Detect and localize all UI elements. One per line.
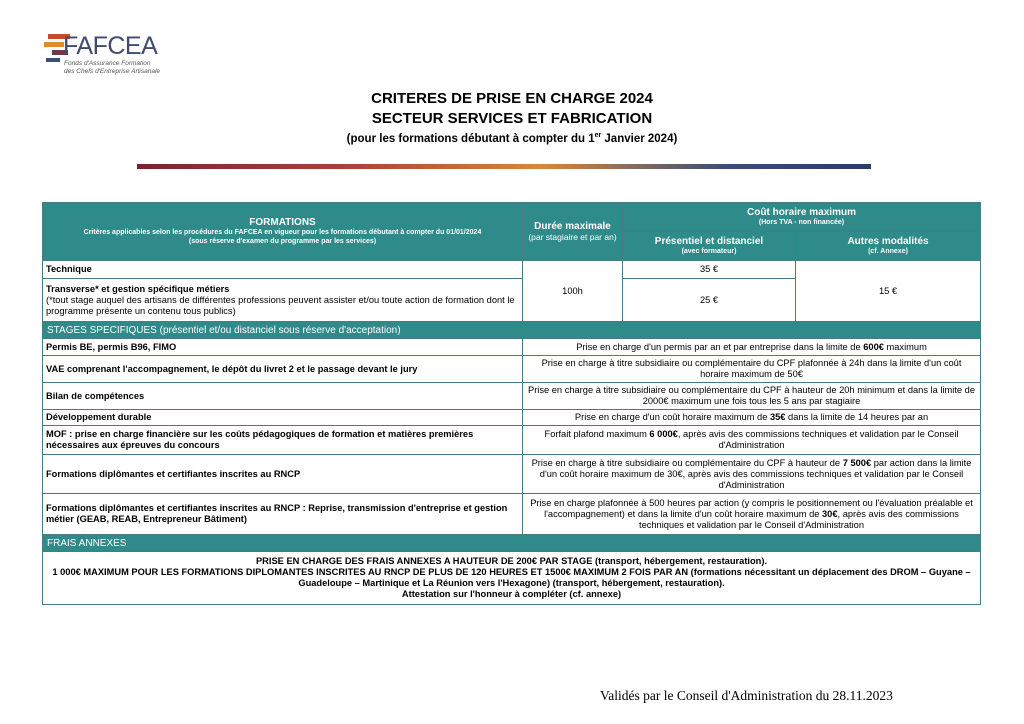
row-label: Technique [43, 261, 523, 279]
row-value: Prise en charge d'un permis par an et par entreprise dans la limite de 600€ maximum [523, 339, 981, 356]
row-label: VAE comprenant l'accompagnement, le dépôt du livret 2 et le passage devant le jury [43, 356, 523, 383]
duree-value: 100h [523, 261, 623, 322]
table-row [43, 339, 981, 356]
logo-subtitle: Fonds d'Assurance Formation des Chefs d'Entreprise Artisanale [64, 60, 161, 75]
header-cout: Coût horaire maximum (Hors TVA - non financée) [623, 203, 981, 232]
page-subtitle: SECTEUR SERVICES ET FABRICATION [371, 110, 653, 127]
header-presentiel: Présentiel et distanciel (avec formateur) [623, 232, 796, 261]
table-row [43, 426, 981, 455]
header-formations: FORMATIONS Critères applicables selon les procédures du FAFCEA en vigueur pour les formations débutant à compter du 01/01/2024 (sous réserve d'examen du programme par les services) [43, 203, 523, 261]
row-label: Bilan de compétences [43, 383, 523, 410]
table-row [43, 356, 981, 383]
row-label: Formations diplômantes et certifiantes inscrites au RNCP : Reprise, transmission d'entreprise et gestion métier (GEAB, REAB, Entrepreneur Bâtiment) [43, 494, 523, 535]
table-row [43, 383, 981, 410]
section-stages-specifiques: STAGES SPECIFIQUES (présentiel et/ou distanciel sous réserve d'acceptation) [43, 322, 981, 339]
criteria-table [42, 202, 981, 605]
header-autres: Autres modalités (cf. Annexe) [796, 232, 981, 261]
row-label: Formations diplômantes et certifiantes inscrites au RNCP [43, 455, 523, 494]
row-value: Prise en charge à titre subsidiaire ou complémentaire du CPF à hauteur de 7 500€ par action dans la limite d'un coût horaire maximum de 30€, après avis des commissions techniques et validation par le Conseil d'Administration [523, 455, 981, 494]
row-value: Prise en charge d'un coût horaire maximum de 35€ dans la limite de 14 heures par an [523, 410, 981, 426]
table-row [43, 552, 981, 605]
row-label: MOF : prise en charge financière sur les coûts pédagogiques de formation et matières premières nécessaires aux épreuves du concours [43, 426, 523, 455]
footer-validation: Validés par le Conseil d'Administration du 28.11.2023 [600, 688, 893, 703]
header-duree: Durée maximale (par stagiaire et par an) [523, 203, 623, 261]
page-subtitle-date: (pour les formations débutant à compter du 1er Janvier 2024) [346, 132, 678, 145]
autres-value: 15 € [796, 261, 981, 322]
logo-name: FAFCEA [63, 32, 158, 60]
page-title: CRITERES DE PRISE EN CHARGE 2024 [371, 90, 653, 107]
row-value: Prise en charge à titre subsidiaire ou complémentaire du CPF à hauteur de 20h minimum et dans la limite de 2000€ maximum une fois tous les 5 ans par stagiaire [523, 383, 981, 410]
row-label: Permis BE, permis B96, FIMO [43, 339, 523, 356]
decorative-bar [137, 164, 871, 169]
row-value: Prise en charge plafonnée à 500 heures par action (y compris le positionnement ou l'évaluation préalable et l'accompagnement) et dans la limite d'un coût horaire maximum de 30€, après avis des commissions techniques et validation par le Conseil d'Administration [523, 494, 981, 535]
row-value: Prise en charge à titre subsidiaire ou complémentaire du CPF plafonnée à 24h dans la limite d'un coût horaire maximum de 50€ [523, 356, 981, 383]
table-row [43, 410, 981, 426]
cost-value: 25 € [623, 279, 796, 322]
row-label: Développement durable [43, 410, 523, 426]
cost-value: 35 € [623, 261, 796, 279]
table-row [43, 455, 981, 494]
row-value: Forfait plafond maximum 6 000€, après avis des commissions techniques et validation par le Conseil d'Administration [523, 426, 981, 455]
table-row [43, 494, 981, 535]
frais-annexes-text: PRISE EN CHARGE DES FRAIS ANNEXES A HAUTEUR DE 200€ PAR STAGE (transport, hébergement, restauration). 1 000€ MAXIMUM POUR LES FORMATIONS DIPLOMANTES INSCRITES AU RNCP DE PLUS DE 120 HEURES ET 1500€ MAXIMUM 2 FOIS PAR AN (formations nécessitant un déplacement des DROM – Guyane – Guadeloupe – Martinique et La Réunion vers l'Hexagone) (transport, hébergement, restauration). Attestation sur l'honneur à compléter (cf. annexe) [43, 552, 981, 605]
section-frais-annexes: FRAIS ANNEXES [43, 535, 981, 552]
table-row [43, 261, 981, 279]
row-label: Transverse* et gestion spécifique métiers (*tout stage auquel des artisans de différentes professions peuvent assister et/ou toute action de formation dont le programme présente un contenu tous publics) [43, 279, 523, 322]
